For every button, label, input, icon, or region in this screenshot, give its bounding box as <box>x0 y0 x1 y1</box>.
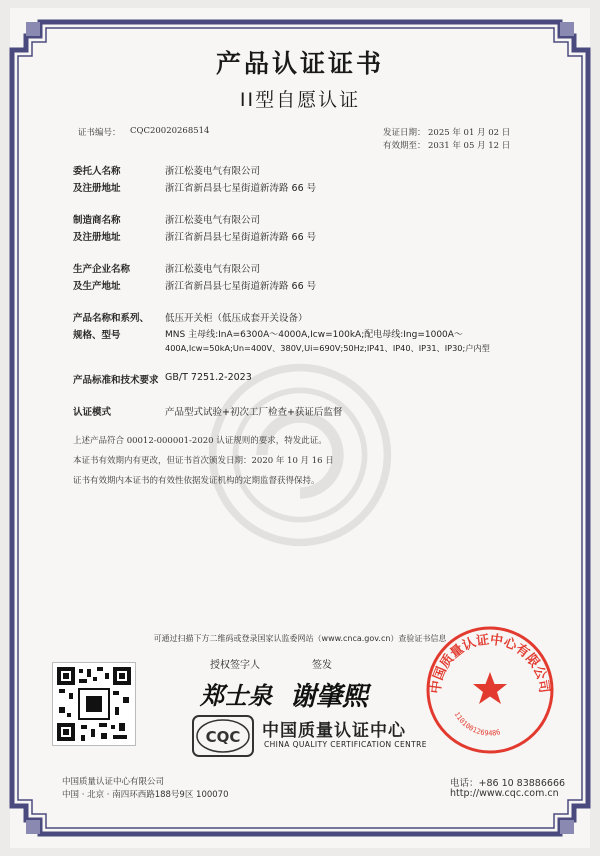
authorized-signature: 郑士泉 <box>200 681 272 710</box>
factory-name: 浙江松菱电气有限公司 <box>165 264 261 275</box>
maker-name: 浙江松菱电气有限公司 <box>165 215 261 226</box>
org-name-cn: 中国质量认证中心 <box>262 721 406 741</box>
product-label-line1: 产品名称和系列、 <box>73 313 150 324</box>
issuer-signature: 谢肇熙 <box>290 682 369 712</box>
factory-address: 浙江省新昌县七星街道新涛路 66 号 <box>165 281 317 292</box>
factory-name-label: 生产企业名称 <box>73 264 131 275</box>
note-line-3: 证书有效期内本证书的有效性依据发证机构的定期监督获得保持。 <box>73 476 320 486</box>
product-spec-line2: 400A,Icw=50kA;Un=400V、380V,Ui=690V;50Hz;IP41、IP40、IP31、IP30;户内型 <box>165 343 490 353</box>
standard: GB/T 7251.2-2023 <box>165 372 252 383</box>
cqc-logo-icon <box>192 715 254 757</box>
cqc-logo-text: CQC <box>205 728 241 746</box>
note-line-1: 上述产品符合 00012-000001-2020 认证规则的要求，特发此证。 <box>73 436 327 446</box>
maker-name-label: 制造商名称 <box>73 215 121 226</box>
client-address-label: 及注册地址 <box>73 183 121 194</box>
official-seal-icon <box>424 624 556 756</box>
certificate-title: 产品认证证书 <box>215 49 384 78</box>
note-line-2: 本证书有效期内有更改，但证书首次颁发日期：2020 年 10 月 16 日 <box>73 456 334 466</box>
cert-no: CQC20020268514 <box>130 126 210 136</box>
client-name-label: 委托人名称 <box>73 166 121 177</box>
issue-date-label: 发证日期： <box>383 128 426 138</box>
footer-website: http://www.cqc.com.cn <box>450 788 559 799</box>
certificate-subtitle: II型自愿认证 <box>239 89 361 111</box>
standard-label: 产品标准和技术要求 <box>73 375 159 386</box>
footer-org: 中国质量认证中心有限公司 <box>62 777 165 787</box>
maker-address-label: 及注册地址 <box>73 232 121 243</box>
product-name: 低压开关柜（低压成套开关设备） <box>165 313 308 324</box>
qr-code-icon <box>52 662 136 746</box>
cert-no-label: 证书编号： <box>78 128 121 138</box>
certification-mode: 产品型式试验+初次工厂检查+获证后监督 <box>165 407 343 418</box>
product-label-line2: 规格、型号 <box>73 330 121 341</box>
issuer-label: 签发 <box>312 660 332 671</box>
footer-address: 中国 · 北京 · 南四环西路188号9区 100070 <box>62 790 229 800</box>
valid-until-label: 有效期至： <box>383 141 426 151</box>
product-spec-line1: MNS 主母线:InA=6300A～4000A,Icw=100kA;配电母线:Ing=1000A～ <box>165 330 463 340</box>
svg-text:1101001269486 <box>452 711 501 738</box>
issue-date: 2025 年 01 月 02 日 <box>428 128 511 138</box>
authorized-signatory-label: 授权签字人 <box>210 660 260 671</box>
valid-until: 2031 年 05 月 12 日 <box>428 141 511 151</box>
client-address: 浙江省新昌县七星街道新涛路 66 号 <box>165 183 317 194</box>
footer-tel: 电话：+86 10 83886666 <box>450 778 566 789</box>
maker-address: 浙江省新昌县七星街道新涛路 66 号 <box>165 232 317 243</box>
client-name: 浙江松菱电气有限公司 <box>165 166 261 177</box>
mode-label: 认证模式 <box>73 407 112 418</box>
seal-text: 中国质量认证中心有限公司 <box>428 632 552 695</box>
factory-address-label: 及生产地址 <box>73 281 121 292</box>
org-name-en: CHINA QUALITY CERTIFICATION CENTRE <box>264 740 427 749</box>
seal-code: 1101001269486 <box>452 710 502 738</box>
verify-text: 可通过扫描下方二维码或登录国家认监委网站（www.cnca.gov.cn）查验证书信息 <box>153 634 447 643</box>
